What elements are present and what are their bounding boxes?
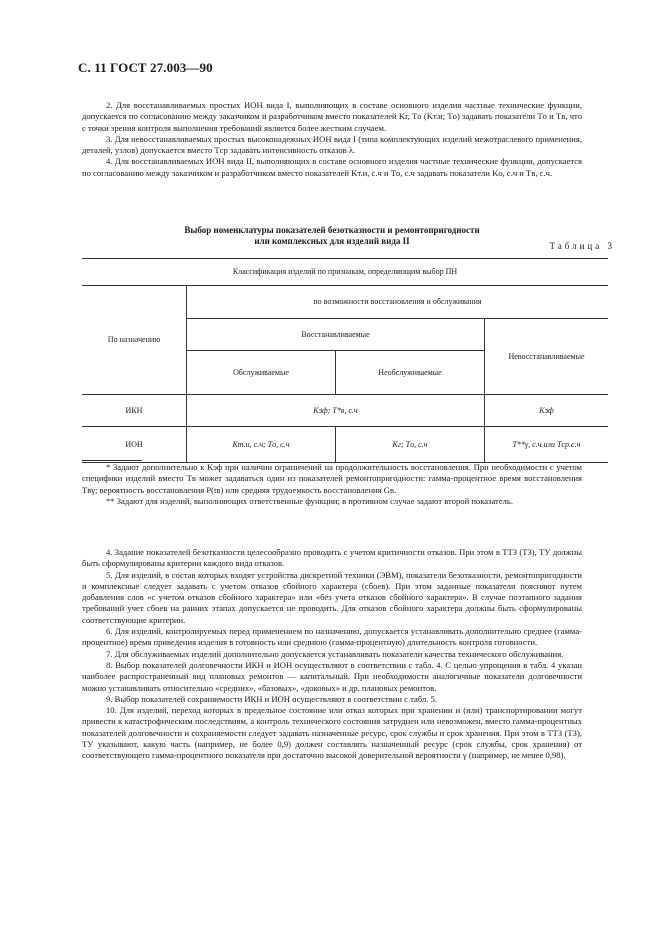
col-restorable-header: Восстанавливаемые [187,319,485,351]
col-unserviced-header: Необслуживаемые [336,351,485,395]
row-ion-serviced: Kт.и, с.ч; Tо, с.ч [187,427,336,463]
intro-text [82,100,582,179]
row-ion-unserviced: Kг; Tо, с.ч [336,427,485,463]
paragraph-body-6: 6. Для изделий, контролируемых перед применением по назначению, допускается устанавливать дополнительно среднее (гамма-процентное) время приведения изделия в готовность или среднюю (гамма-процентную) длительность контроля готовности. [82,626,582,648]
table-title-line-1: Выбор номенклатуры показателей безотказности и ремонтопригодности [184,225,480,235]
page-header: С. 11 ГОСТ 27.003—90 [78,60,213,75]
col-serviced-header: Обслуживаемые [187,351,336,395]
paragraph-body-5: 5. Для изделий, в состав которых входят устройства дискретной техники (ЭВМ), показатели безотказности, ремонтопригодности и комплексные следует задавать с учетом отказов сбойного характера (сбоев). При этом заданные показатели поясняют путем добавления слов «с учетом отказов сбойного характера» или «без учета отказов сбойного характера». В случае поэтапного задания требований учет сбоев на ранних этапах допускается не проводить. Для отказов сбойного характера должны быть сформулированы соответствующие критерии. [82,569,582,625]
paragraph-body-9: 9. Выбор показателей сохраняемости ИКН и ИОН осуществляют в соответствии с табл. 5. [106,693,437,704]
classification-header: Классификация изделий по признакам, определяющим выбор ПН [82,259,608,286]
paragraph-3: 3. Для невосстанавливаемых простых высоконадежных ИОН вида I (типа комплектующих изделий межотраслевого применения, деталей, узлов) допускается вместо Tср задавать интенсивность отказов λ. [82,133,582,156]
table-label: Таблица 3 [549,241,615,251]
paragraph-body-8: 8. Выбор показателей долговечности ИКН и ИОН осуществляют в соответствии с табл. 4. С целью упрощения в табл. 4 указан наиболее распространенный вид плановых ремонтов — капитальный. При необходимости аналогичные показатели долговечности можно устанавливать относительно «средних», «базовых», «доковых» и др. плановых ремонтов. [82,659,582,693]
row-ikn-restorable: Kэф; T*в, с.ч [187,395,485,427]
col-purpose-header: По назначению [82,286,187,395]
footnotes [82,462,582,507]
footnote-2: ** Задают для изделий, выполняющих ответственные функции; в противном случае задают второй показатель. [106,495,513,506]
paragraph-2: 2. Для восстанавливаемых простых ИОН вида I, выполняющих в составе основного изделия частные технические функции, допускается по согласованию между заказчиком и разработчиком вместо показателей Kг, Tо (Kт.и; Tо) задавать показатели Tо и Tв, что с точки зрения контроля выполнения требований является более жестким случаем. [82,100,582,133]
paragraph-body-7: 7. Для обслуживаемых изделий дополнительно допускается устанавливать показатели качества технического обслуживания. [106,648,564,659]
col-recovery-header: по возможности восстановления и обслуживания [187,286,609,319]
footnote-rule [82,460,142,461]
table-title-line-2: или комплексных для изделий вида II [254,236,410,246]
row-ion-nonrestorable: T**γ, с.ч или Tср.с.ч [485,427,609,463]
table-3 [82,258,608,463]
col-nonrestorable-header: Невосстанавливаемые [485,319,609,395]
row-ikn-nonrestorable: Kэф [485,395,609,427]
paragraph-body-10: 10. Для изделий, переход которых в предельное состояние или отказ которых при хранении и (или) транспортировании могут привести к катастрофическим последствиям, а контроль технического состояния затруднен или невозможен, вместо гамма-процентных показателей долговечности и сохраняемости следует задавать назначенные ресурс, срок службы и срок хранения. При этом в ТТЗ (ТЗ), ТУ указывают, какую часть (например, не более 0,9) должен составлять назначенный ресурс (срок службы, срок хранения) от соответствующего гамма-процентного показателя при достаточно высокой доверительной вероятности γ (например, не менее 0,98). [82,705,582,761]
row-ikn-label: ИКН [82,395,187,427]
body-text [82,547,582,762]
footnote-1: * Задают дополнительно к Kэф при наличии ограничений на продолжительность восстановления. При необходимости с учетом специфики изделий вместо Tв может задаваться один из показателей ремонтопригодности: гамма-процентное время восстановления Tвγ; вероятность восстановления P(tв) или средняя трудоемкость восстановления Gв. [82,462,582,495]
row-ion-label: ИОН [82,427,187,463]
table-title [82,225,582,247]
paragraph-4: 4. Для восстанавливаемых ИОН вида II, выполняющих в составе основного изделия частные технические функции, допускается по согласованию между заказчиком и разработчиком вместо показателей Kт.и, с.ч и Tо, с.ч задавать показатели Kо, с.ч и Tв, с.ч. [82,156,582,178]
paragraph-body-4: 4. Задание показателей безотказности целесообразно проводить с учетом критичности отказов. При этом в ТТЗ (ТЗ), ТУ должны быть сформулированы критерии каждого вида отказов. [82,547,582,569]
